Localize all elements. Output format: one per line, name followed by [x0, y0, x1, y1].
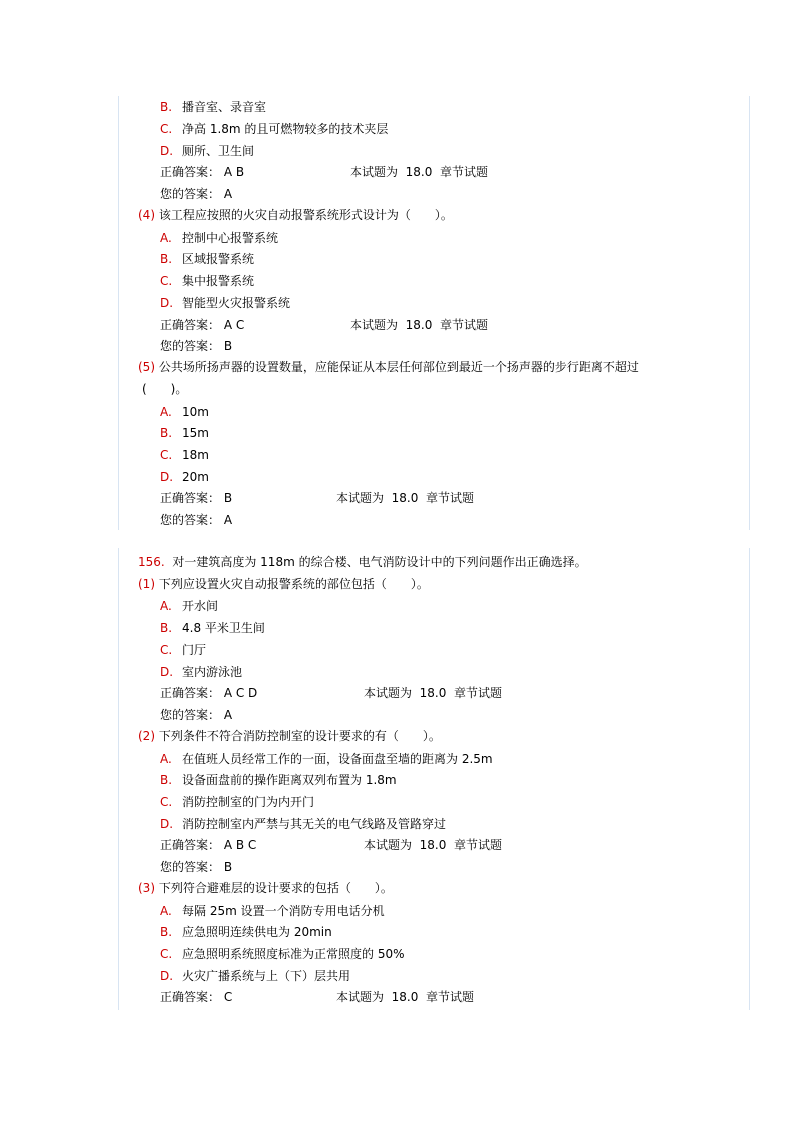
correct-answer-label: 正确答案： — [160, 491, 221, 505]
option-letter: D. — [160, 470, 174, 484]
score-value: 18.0 — [419, 838, 447, 852]
option-text: 开水间 — [182, 599, 219, 613]
your-answer-value: A — [223, 187, 233, 201]
option-text: 15m — [182, 426, 209, 440]
correct-answer-row — [160, 989, 740, 1005]
score-label: 本试题为 — [350, 318, 399, 332]
chapter-label: 章节试题 — [426, 491, 475, 505]
option-text: 控制中心报警系统 — [182, 231, 279, 245]
question-panel-1 — [118, 96, 750, 530]
option-b — [160, 772, 397, 788]
correct-answer-row — [160, 685, 740, 701]
option-a — [160, 598, 218, 614]
question-number: (5) — [138, 360, 155, 374]
option-text: 应急照明连续供电为 20min — [182, 925, 332, 939]
question-text: 下列符合避难层的设计要求的包括（ ）。 — [158, 881, 393, 895]
score-value: 18.0 — [419, 686, 447, 700]
score-value: 18.0 — [391, 990, 419, 1004]
question-text: 下列应设置火灾自动报警系统的部位包括（ ）。 — [158, 577, 429, 591]
option-letter: A. — [160, 752, 172, 766]
score-value: 18.0 — [405, 165, 433, 179]
question-5 — [138, 359, 639, 375]
question-text: ( )。 — [142, 382, 188, 396]
score-info — [364, 837, 502, 853]
your-answer-value: B — [223, 339, 233, 353]
option-d — [160, 664, 242, 680]
question-text: 对一建筑高度为 118m 的综合楼、电气消防设计中的下列问题作出正确选择。 — [172, 555, 587, 569]
correct-answer-label: 正确答案： — [160, 990, 221, 1004]
correct-answer-value: C — [223, 990, 233, 1004]
option-letter: D. — [160, 296, 174, 310]
option-text: 20m — [182, 470, 209, 484]
option-text: 每隔 25m 设置一个消防专用电话分机 — [182, 904, 385, 918]
correct-answer-label: 正确答案： — [160, 165, 221, 179]
correct-answer-row — [160, 164, 740, 180]
chapter-label: 章节试题 — [454, 686, 503, 700]
option-c — [160, 946, 405, 962]
score-label: 本试题为 — [350, 165, 399, 179]
option-letter: B. — [160, 621, 173, 635]
option-c — [160, 642, 206, 658]
score-info — [336, 989, 474, 1005]
your-answer-row — [160, 338, 232, 354]
option-letter: D. — [160, 817, 174, 831]
question-number: 156. — [138, 555, 165, 569]
option-b — [160, 924, 332, 940]
score-info — [350, 317, 488, 333]
option-b — [160, 620, 265, 636]
option-text: 厕所、卫生间 — [182, 144, 255, 158]
option-text: 应急照明系统照度标准为正常照度的 50% — [182, 947, 405, 961]
option-text: 区域报警系统 — [182, 252, 255, 266]
question-number: (2) — [138, 729, 155, 743]
question-2 — [138, 728, 441, 744]
option-letter: C. — [160, 274, 173, 288]
question-156-title — [138, 554, 587, 570]
score-info — [336, 490, 474, 506]
correct-answer-value: A C D — [223, 686, 258, 700]
option-b — [160, 425, 209, 441]
your-answer-label: 您的答案： — [160, 513, 221, 527]
option-text: 10m — [182, 405, 209, 419]
question-5-continued — [142, 381, 187, 397]
score-info — [364, 685, 502, 701]
chapter-label: 章节试题 — [426, 990, 475, 1004]
option-text: 在值班人员经常工作的一面，设备面盘至墙的距离为 2.5m — [182, 752, 493, 766]
correct-answer-value: A B C — [223, 838, 257, 852]
option-letter: A. — [160, 405, 172, 419]
option-a — [160, 404, 209, 420]
option-letter: C. — [160, 795, 173, 809]
correct-answer-label: 正确答案： — [160, 686, 221, 700]
option-text: 室内游泳池 — [182, 665, 243, 679]
chapter-label: 章节试题 — [440, 165, 489, 179]
option-b — [160, 251, 254, 267]
question-1 — [138, 576, 429, 592]
correct-answer-row — [160, 490, 740, 506]
your-answer-label: 您的答案： — [160, 860, 221, 874]
correct-answer-row — [160, 317, 740, 333]
score-label: 本试题为 — [364, 686, 413, 700]
option-letter: C. — [160, 122, 173, 136]
your-answer-row — [160, 707, 232, 723]
option-letter: A. — [160, 231, 172, 245]
option-letter: C. — [160, 947, 173, 961]
correct-answer-value: B — [223, 491, 233, 505]
option-text: 消防控制室内严禁与其无关的电气线路及管路穿过 — [182, 817, 447, 831]
option-text: 火灾广播系统与上（下）层共用 — [182, 969, 351, 983]
option-d — [160, 143, 254, 159]
question-4 — [138, 207, 453, 223]
option-b — [160, 99, 266, 115]
option-letter: D. — [160, 665, 174, 679]
option-text: 设备面盘前的操作距离双列布置为 1.8m — [182, 773, 397, 787]
chapter-label: 章节试题 — [454, 838, 503, 852]
your-answer-label: 您的答案： — [160, 339, 221, 353]
option-text: 消防控制室的门为内开门 — [182, 795, 315, 809]
score-label: 本试题为 — [336, 990, 385, 1004]
option-d — [160, 469, 209, 485]
question-number: (1) — [138, 577, 155, 591]
option-letter: C. — [160, 448, 173, 462]
option-letter: B. — [160, 773, 173, 787]
your-answer-label: 您的答案： — [160, 187, 221, 201]
your-answer-row — [160, 512, 232, 528]
option-letter: C. — [160, 643, 173, 657]
option-letter: B. — [160, 925, 173, 939]
option-text: 集中报警系统 — [182, 274, 255, 288]
option-c — [160, 273, 254, 289]
option-a — [160, 230, 278, 246]
your-answer-row — [160, 859, 232, 875]
score-label: 本试题为 — [364, 838, 413, 852]
option-letter: D. — [160, 144, 174, 158]
option-letter: B. — [160, 426, 173, 440]
score-value: 18.0 — [391, 491, 419, 505]
option-text: 播音室、录音室 — [182, 100, 267, 114]
option-a — [160, 751, 493, 767]
option-letter: A. — [160, 904, 172, 918]
option-c — [160, 447, 209, 463]
correct-answer-value: A C — [223, 318, 245, 332]
question-text: 公共场所扬声器的设置数量，应能保证从本层任何部位到最近一个扬声器的步行距离不超过 — [158, 360, 639, 374]
score-info — [350, 164, 488, 180]
option-letter: A. — [160, 599, 172, 613]
your-answer-value: A — [223, 708, 233, 722]
question-number: (4) — [138, 208, 155, 222]
your-answer-label: 您的答案： — [160, 708, 221, 722]
option-a — [160, 903, 385, 919]
option-c — [160, 794, 314, 810]
option-letter: B. — [160, 252, 173, 266]
correct-answer-value: A B — [223, 165, 245, 179]
option-d — [160, 816, 446, 832]
option-d — [160, 968, 350, 984]
option-text: 净高 1.8m 的且可燃物较多的技术夹层 — [182, 122, 389, 136]
correct-answer-label: 正确答案： — [160, 838, 221, 852]
score-label: 本试题为 — [336, 491, 385, 505]
correct-answer-label: 正确答案： — [160, 318, 221, 332]
question-text: 该工程应按照的火灾自动报警系统形式设计为（ ）。 — [158, 208, 453, 222]
score-value: 18.0 — [405, 318, 433, 332]
option-text: 18m — [182, 448, 209, 462]
question-number: (3) — [138, 881, 155, 895]
option-letter: D. — [160, 969, 174, 983]
your-answer-row — [160, 186, 232, 202]
option-letter: B. — [160, 100, 173, 114]
option-c — [160, 121, 388, 137]
your-answer-value: B — [223, 860, 233, 874]
question-3 — [138, 880, 393, 896]
option-text: 4.8 平米卫生间 — [182, 621, 265, 635]
your-answer-value: A — [223, 513, 233, 527]
option-text: 智能型火灾报警系统 — [182, 296, 291, 310]
option-d — [160, 295, 290, 311]
option-text: 门厅 — [182, 643, 207, 657]
chapter-label: 章节试题 — [440, 318, 489, 332]
correct-answer-row — [160, 837, 740, 853]
question-text: 下列条件不符合消防控制室的设计要求的有（ ）。 — [158, 729, 441, 743]
